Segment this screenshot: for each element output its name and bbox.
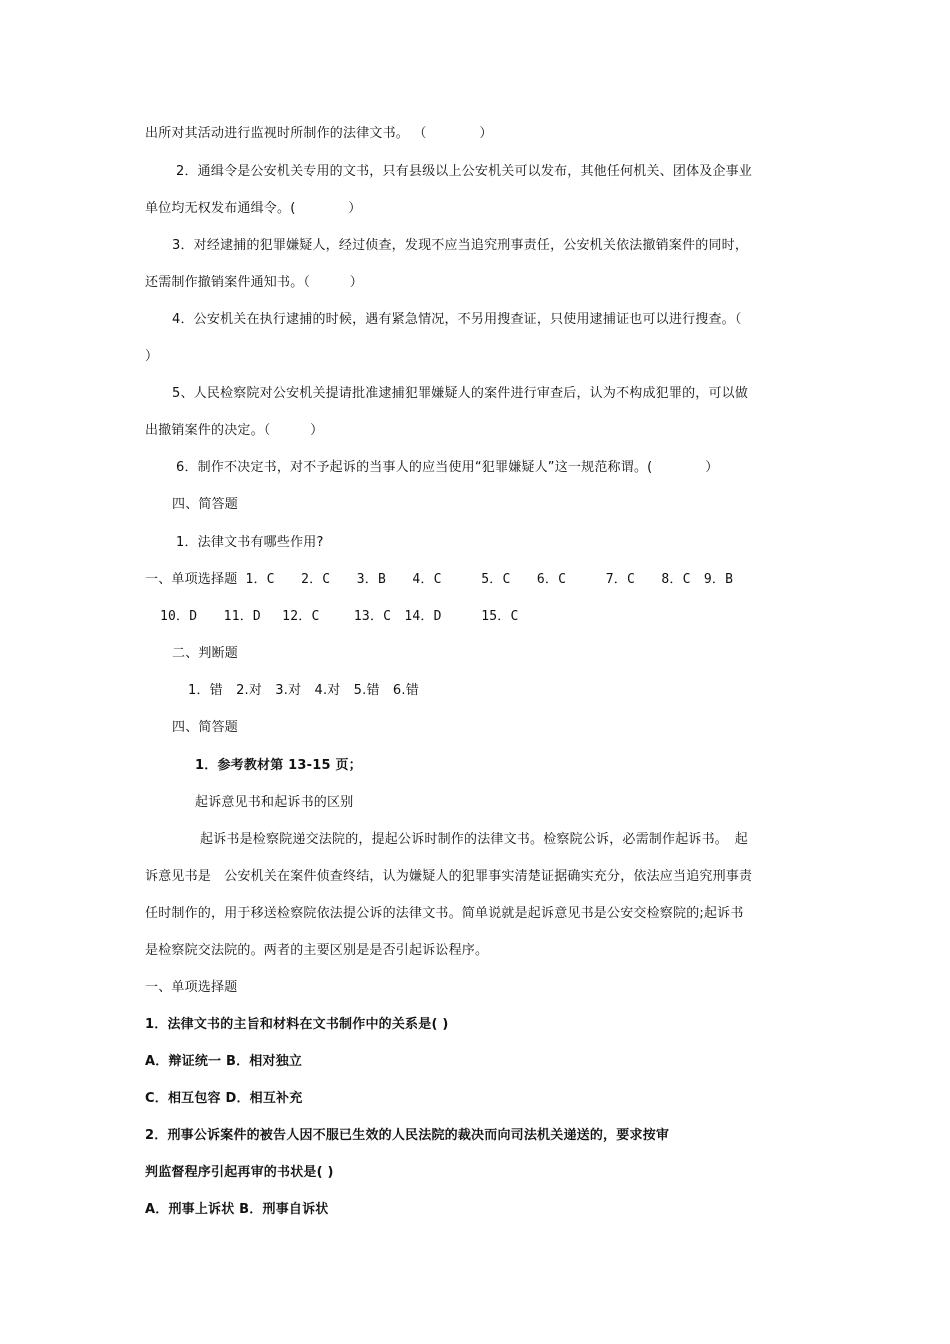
tf-question-1-continued: 出所对其活动进行监视时所制作的法律文书。 （ ）: [145, 126, 493, 141]
answers-short-heading: 四、简答题: [172, 720, 239, 735]
comparison-paragraph-line1: 起诉书是检察院递交法院的，提起公诉时制作的法律文书。检察院公诉，必需制作起诉书。 起: [200, 832, 748, 847]
short-answer-heading: 四、简答题: [172, 497, 239, 512]
comparison-paragraph-line3: 任时制作的，用于移送检察院依法提公诉的法律文书。简单说就是起诉意见书是公安交检察院的;起诉书: [145, 906, 744, 921]
answers-single-choice-line1: 一、单项选择题 1．C 2．C 3．B 4．C 5．C 6．C 7．C 8．C 9．B: [145, 572, 734, 587]
tf-question-4-line1: 4．公安机关在执行逮捕的时候，遇有紧急情况，不另用搜查证，只使用逮捕证也可以进行搜查。（: [172, 312, 742, 327]
tf-question-2-line2: 单位均无权发布通缉令。( ）: [145, 201, 362, 216]
tf-question-2-line1: 2．通缉令是公安机关专用的文书，只有县级以上公安机关可以发布，其他任何机关、团体及企事业: [176, 164, 753, 179]
answers-single-choice-line2: 10．D 11．D 12．C 13．C 14．D 15．C: [160, 609, 519, 624]
tf-question-6: 6．制作不决定书，对不予起诉的当事人的应当使用“犯罪嫌疑人”这一规范称谓。( ）: [176, 460, 719, 475]
short-answer-question-1: 1．法律文书有哪些作用?: [176, 535, 324, 550]
next-section-heading: 一、单项选择题: [145, 980, 238, 995]
next-question-2-line2: 判监督程序引起再审的书状是( ): [145, 1165, 334, 1180]
tf-question-5-line1: 5、人民检察院对公安机关提请批准逮捕犯罪嫌疑人的案件进行审查后，认为不构成犯罪的，可以做: [172, 386, 749, 401]
next-question-2-line1: 2．刑事公诉案件的被告人因不服已生效的人民法院的裁决而向司法机关递送的，要求按审: [145, 1128, 670, 1143]
next-question-1-options-cd: C．相互包容 D．相互补充: [145, 1091, 303, 1106]
answers-truefalse-values: 1．错 2.对 3.对 4.对 5.错 6.错: [188, 683, 419, 698]
next-question-1: 1．法律文书的主旨和材料在文书制作中的关系是( ): [145, 1017, 449, 1032]
tf-question-4-line2: ）: [145, 349, 159, 364]
answers-short-reference: 1．参考教材第 13-15 页；: [195, 758, 362, 773]
next-question-1-options-ab: A．辩证统一 B．相对独立: [145, 1054, 303, 1069]
comparison-paragraph-line2: 诉意见书是 公安机关在案件侦查终结，认为嫌疑人的犯罪事实清楚证据确实充分，依法应当追究刑事责: [145, 869, 753, 884]
tf-question-5-line2: 出撤销案件的决定。（ ）: [145, 423, 324, 438]
comparison-paragraph-line4: 是检察院交法院的。两者的主要区别是是否引起诉讼程序。: [145, 943, 489, 958]
next-question-2-options-ab: A．刑事上诉状 B．刑事自诉状: [145, 1202, 329, 1217]
tf-question-3-line2: 还需制作撤销案件通知书。（ ）: [145, 275, 363, 290]
comparison-title: 起诉意见书和起诉书的区别: [195, 795, 354, 810]
answers-truefalse-heading: 二、判断题: [172, 646, 239, 661]
tf-question-3-line1: 3．对经逮捕的犯罪嫌疑人，经过侦查，发现不应当追究刑事责任，公安机关依法撤销案件的同时，: [172, 238, 749, 253]
